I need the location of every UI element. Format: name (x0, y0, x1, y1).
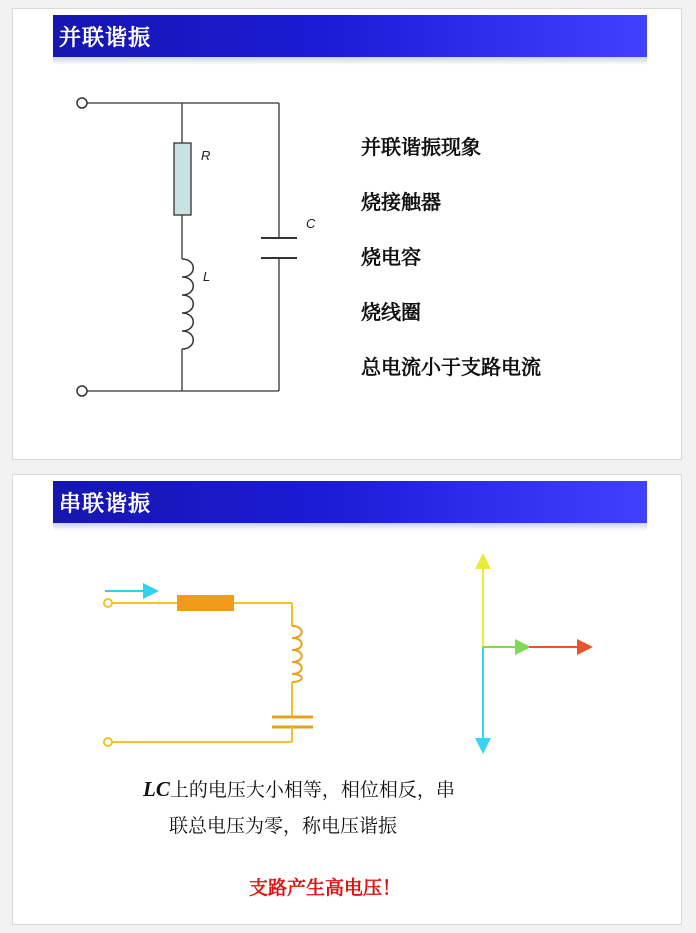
resistor (174, 143, 191, 215)
slide-parallel-resonance (12, 8, 682, 460)
terminal-top (77, 98, 87, 108)
bullet-item: 总电流小于支路电流 (361, 355, 541, 379)
description-line-2: 联总电压为零，称电压谐振 (169, 815, 398, 837)
inductor-coil (182, 259, 193, 349)
terminal-top (104, 599, 112, 607)
bullet-item: 并联谐振现象 (361, 135, 481, 159)
label-c: C (306, 216, 316, 231)
terminal-bottom (104, 738, 112, 746)
lc-label: LC (143, 777, 170, 801)
bullet-item: 烧接触器 (361, 190, 441, 214)
terminal-bottom (77, 386, 87, 396)
slide-title: 串联谐振 (59, 492, 152, 517)
bullet-item: 烧线圈 (361, 300, 421, 324)
description-text: 上的电压大小相等，相位相反，串 (169, 779, 455, 801)
slide-series-resonance (12, 474, 682, 925)
series-circuit-diagram (13, 475, 683, 926)
inductor-coil (292, 626, 302, 682)
label-l: L (203, 269, 211, 284)
description-line-1 (143, 775, 455, 802)
resistor (177, 595, 234, 611)
label-r: R (201, 148, 211, 163)
parallel-circuit-diagram (13, 9, 683, 461)
slide-title: 并联谐振 (59, 26, 152, 51)
highlight-text: 支路产生高电压！ (249, 877, 402, 899)
bullet-item: 烧电容 (361, 245, 421, 269)
